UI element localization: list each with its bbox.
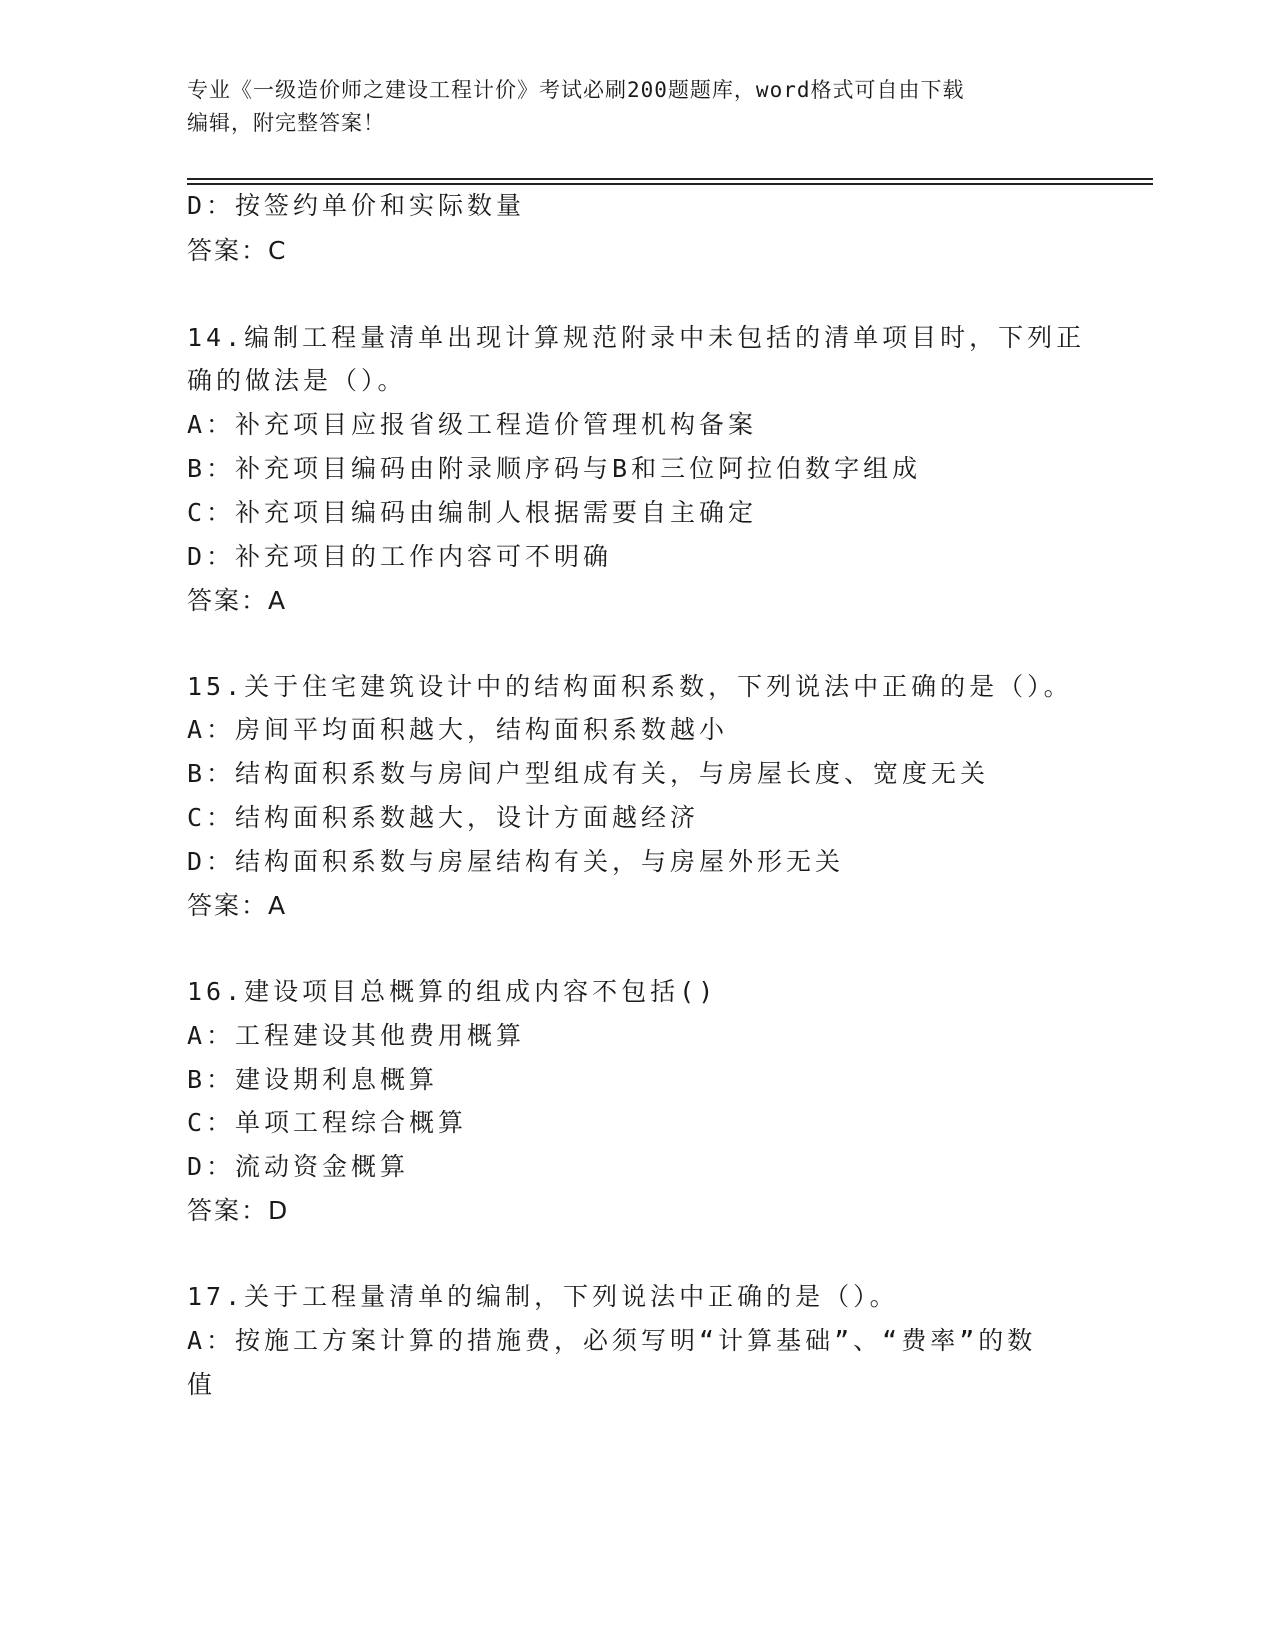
q17-option-a-line-1: A：按施工方案计算的措施费，必须写明“计算基础”、“费率”的数 [187, 1326, 1037, 1355]
q15-option-c: C：结构面积系数越大，设计方面越经济 [187, 803, 700, 832]
header-divider-top [187, 178, 1153, 180]
q15-answer: 答案：A [187, 891, 288, 920]
q16-option-c: C：单项工程综合概算 [187, 1108, 468, 1137]
q17-stem-line-1: 17.关于工程量清单的编制，下列说法中正确的是（）。 [187, 1282, 899, 1311]
q14-option-d: D：补充项目的工作内容可不明确 [187, 542, 613, 571]
document-header [187, 74, 1087, 140]
q16-option-b: B：建设期利息概算 [187, 1065, 439, 1094]
q16-option-a: A：工程建设其他费用概算 [187, 1021, 526, 1050]
q14-stem-line-1: 14.编制工程量清单出现计算规范附录中未包括的清单项目时，下列正 [187, 323, 1086, 352]
prev-answer: 答案：C [187, 236, 288, 265]
header-divider-bottom [187, 183, 1153, 185]
header-line-2: 编辑，附完整答案！ [187, 111, 385, 135]
prev-option-d: D：按签约单价和实际数量 [187, 191, 526, 220]
q14-stem-line-2: 确的做法是（）。 [187, 366, 407, 395]
q16-stem-line-1: 16.建设项目总概算的组成内容不包括() [187, 977, 718, 1006]
q14-option-c: C：补充项目编码由编制人根据需要自主确定 [187, 498, 758, 527]
q15-option-d: D：结构面积系数与房屋结构有关，与房屋外形无关 [187, 847, 845, 876]
q15-option-a: A：房间平均面积越大，结构面积系数越小 [187, 715, 729, 744]
header-line-1: 专业《一级造价师之建设工程计价》考试必刷200题题库，word格式可自由下载 [187, 78, 965, 102]
q14-answer: 答案：A [187, 586, 288, 615]
q17-option-a-line-2: 值 [187, 1370, 217, 1399]
q14-option-b: B：补充项目编码由附录顺序码与B和三位阿拉伯数字组成 [187, 454, 922, 483]
q16-option-d: D：流动资金概算 [187, 1152, 410, 1181]
q15-stem-line-1: 15.关于住宅建筑设计中的结构面积系数，下列说法中正确的是（）。 [187, 672, 1073, 701]
q16-answer: 答案：D [187, 1196, 290, 1225]
q15-option-b: B：结构面积系数与房间户型组成有关，与房屋长度、宽度无关 [187, 759, 990, 788]
q14-option-a: A：补充项目应报省级工程造价管理机构备案 [187, 410, 758, 439]
